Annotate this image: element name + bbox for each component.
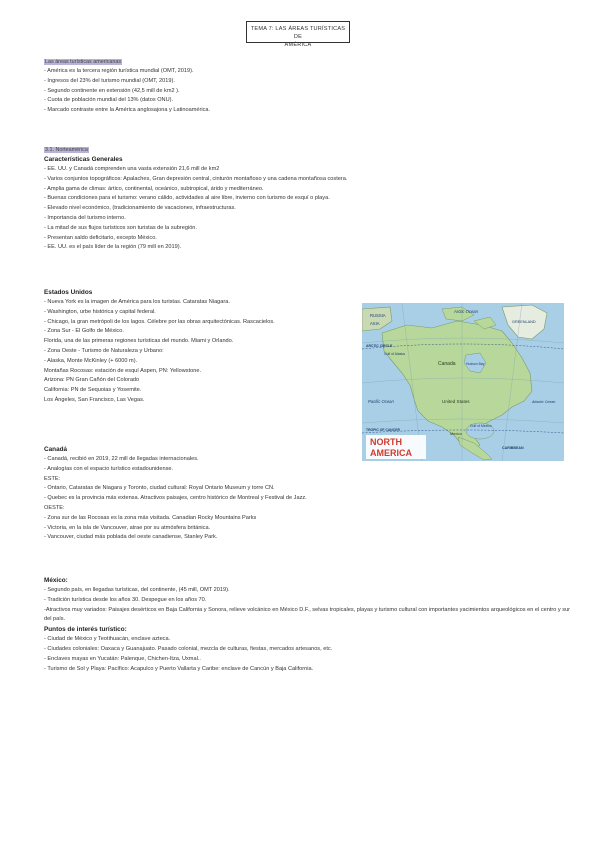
list-item: - Tradición turística desde los años 30. Despegue en los años 70. (44, 596, 207, 603)
title-line-1: TEMA 7: LAS ÁREAS TURÍSTICAS DE (250, 26, 346, 40)
map-label-russia: RUSSIA (370, 313, 386, 318)
intro-heading: Las áreas turísticas americanas (45, 59, 122, 65)
map-label-caribbean: CARIBBEAN (502, 446, 524, 450)
list-item: - La mitad de sus flujos turísticos son turistas de la subregión. (44, 224, 197, 231)
intro-section (44, 58, 464, 116)
map-label-mexico: Mexico (450, 432, 463, 436)
subheading: México: (44, 577, 68, 584)
list-item: - Alaska, Monte McKinley (+ 6000 m). (44, 357, 138, 364)
list-item: -Atractivos muy variados: Paisajes desérticos en Baja California y Sonora, relieve volcánico en México D.F., selvas tropicales, playas y turismo cultural con importantes yacimientos arqueológicos en el centro y sur del país. (44, 606, 571, 623)
list-item: - Ciudades coloniales: Oaxaca y Guanajuato. Pasado colonial, mezcla de culturas, fiestas, mercados artesanos, etc. (44, 645, 333, 652)
subheading: Características Generales (44, 156, 123, 163)
list-item: California: PN de Sequoias y Yosemite. (44, 387, 142, 394)
list-item: - Vancouver, ciudad más poblada del oeste canadiense, Stanley Park. (44, 534, 218, 541)
oeste-label: OESTE: (44, 504, 65, 511)
map-label-greenland: GREENLAND (512, 320, 536, 324)
list-item: - Victoria, en la isla de Vancouver, atrae por su atmósfera británica. (44, 524, 211, 531)
map-label-atlantic-ocean: Atlantic Ocean (532, 400, 556, 404)
list-item: - Quebec es la provincia más extensa. Atractivos paisajes, centro histórico de Montreal y Festival de Jazz. (44, 495, 307, 502)
page-title (246, 21, 350, 48)
list-item: - Segundo país, en llegadas turísticas, del continente, (45 mill, OMT 2019). (44, 587, 230, 593)
list-item: - Ingresos del 23% del turismo mundial (OMT, 2019). (44, 77, 175, 84)
map-title-line-1: NORTH (370, 437, 402, 447)
list-item: Montañas Rocosas: estación de esquí Aspen, PN: Yellowstone. (44, 367, 202, 374)
map-label-asia: ASIA (370, 321, 380, 326)
map-label-arctic-circle: ARCTIC CIRCLE (366, 344, 393, 348)
list-item: - Segundo continente en extensión (42,5 mill de km2 ). (44, 87, 180, 94)
list-item: - Buenas condiciones para el turismo: verano cálido, actividades al aire libre, invierno con turismo de esquí o playa. (44, 195, 330, 202)
list-item: - Presentan saldo deficitario, excepto México. (44, 234, 157, 241)
list-item: - Varios conjuntos topográficos: Apalaches, Gran depresión central, cinturón montañoso y una cadena montañosa costera. (44, 175, 348, 182)
list-item: - Amplia gama de climas: ártico, continental, oceánico, subtropical, árido y mediterráneo. (44, 185, 264, 192)
list-item: - EE. UU. es el país líder de la región (79 mill en 2019). (44, 244, 182, 251)
list-item: Arizona: PN Gran Cañón del Colorado (44, 377, 140, 384)
list-item: - Zona Sur - El Golfo de México. (44, 328, 124, 335)
list-item: - Nueva York es la imagen de América para los turistas. Cataratas Niagara. (44, 299, 230, 305)
list-item: - Zona Oeste - Turismo de Naturaleza y Urbano: (44, 347, 164, 354)
list-item: - América es la tercera región turística mundial (OMT, 2019). (44, 68, 194, 74)
map-label-canada: Canada (438, 361, 456, 367)
map-label-gulf-alaska: Gulf of Alaska (384, 352, 405, 356)
list-item: - EE. UU. y Canadá comprenden una vasta extensión 21,6 mill de km2 (44, 166, 220, 172)
list-item: - Washington, urbe histórica y capital federal. (44, 308, 156, 315)
list-item: - Turismo de Sol y Playa: Pacífico: Acapulco y Puerto Vallarta y Caribe: enclave de Cancún y Baja California. (44, 665, 314, 672)
map-label-hudson-bay: Hudson Bay (466, 362, 485, 366)
list-item: - Analogías con el espacio turístico estadounidense. (44, 465, 174, 472)
puntos-heading: Puntos de interés turístico: (44, 626, 127, 634)
subheading: Estados Unidos (44, 289, 93, 296)
map-label-arctic-ocean: Arctic Ocean (454, 309, 478, 314)
subheading: Canadá (44, 446, 68, 453)
list-item: - Enclaves mayas en Yucatán: Palenque, Chichen-Itza, Uxmal.. (44, 655, 201, 662)
mexico-section (44, 576, 571, 674)
section-heading: 3.1. Norteamérica (45, 147, 88, 153)
list-item: - Marcado contraste entre la América anglosajona y Latinoamérica. (44, 107, 211, 114)
title-line-2: AMÉRICA (284, 42, 312, 48)
map-label-gulf-mexico: Gulf of Mexico (470, 424, 492, 428)
list-item: - Importancia del turismo interno. (44, 214, 126, 221)
map-label-tropic-cancer: TROPIC OF CANCER (366, 428, 400, 432)
map-label-united-states: United States (442, 399, 470, 404)
map-title-line-2: AMERICA (370, 448, 412, 458)
list-item: Florida, una de las primeras regiones turísticas del mundo. Miami y Orlando. (44, 338, 234, 345)
list-item: - Zona sur de las Rocosas es la zona más visitada. Canadian Rocky Mountains Parks (44, 514, 257, 521)
list-item: Los Ángeles, San Francisco, Las Vegas. (44, 396, 145, 403)
list-item: - Ciudad de México y Teotihuacán, enclave azteca. (44, 636, 171, 643)
este-label: ESTE: (44, 475, 61, 482)
norteamerica-section (44, 146, 464, 253)
north-america-map (362, 303, 564, 461)
map-label-pacific-ocean: Pacific Ocean (368, 399, 394, 404)
list-item: - Ontario, Cataratas de Niagara y Toronto, ciudad cultural: Royal Ontario Museum y torre CN. (44, 485, 275, 492)
list-item: - Chicago, la gran metrópoli de los lagos. Célebre por las obras arquitectónicas. Rascacielos. (44, 318, 275, 325)
list-item: - Elevado nivel económico, (tradicionamiento de vacaciones, infraestructuras. (44, 205, 236, 212)
list-item: - Cuota de población mundial del 13% (datos ONU). (44, 97, 174, 104)
list-item: - Canadá, recibió en 2019, 22 mill de llegadas internacionales. (44, 456, 199, 462)
